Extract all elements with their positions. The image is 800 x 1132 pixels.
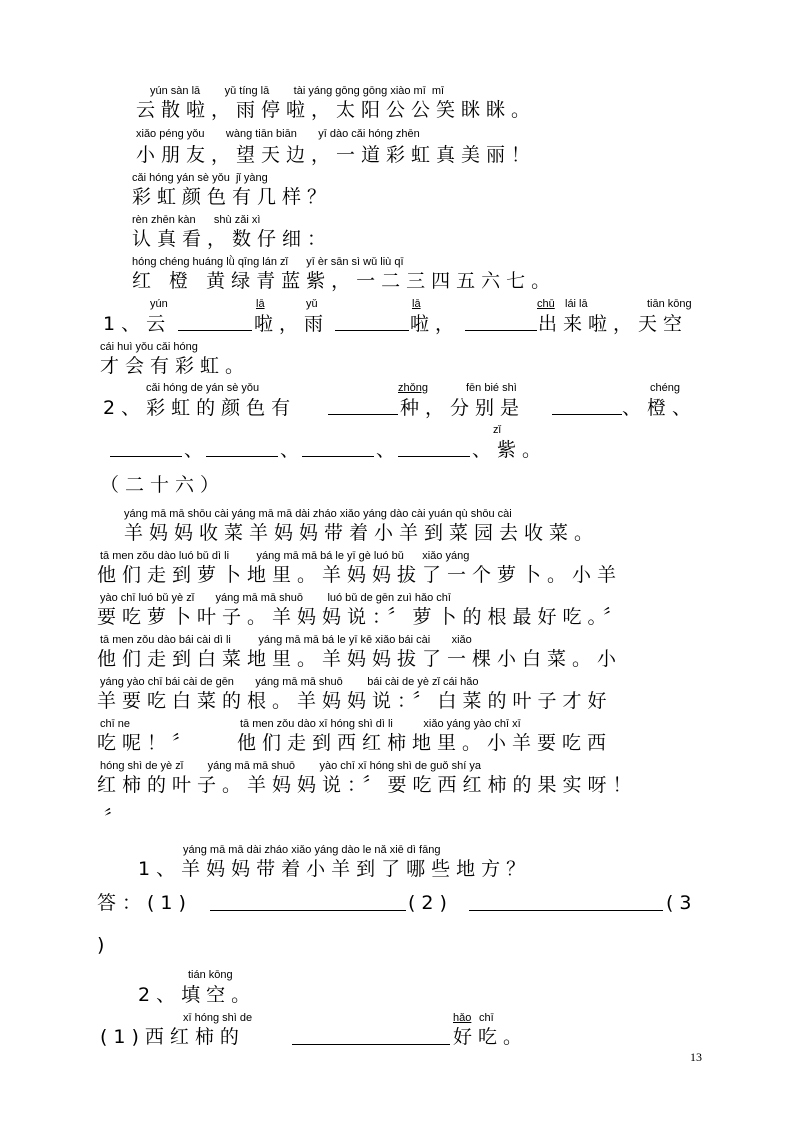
- pinyin-word: chū: [537, 298, 555, 310]
- question-text: 、: [280, 439, 306, 461]
- pinyin-line: tā men zǒu dào xī hóng shì dì li xiǎo yáng yào chī xī: [240, 718, 521, 730]
- question-text: 1、云: [103, 313, 172, 335]
- pinyin-line: rèn zhēn kàn shù zǎi xì: [132, 214, 261, 226]
- answer-blank[interactable]: [110, 456, 182, 457]
- poem-line: 红 橙 黄绿青蓝紫，一二三四五六七。: [132, 270, 557, 292]
- pinyin-line: hóng chéng huáng lǜ qīng lán zǐ yī èr sān sì wǔ liù qī: [132, 256, 404, 268]
- pinyin-line: cǎi hóng yán sè yǒu jǐ yàng: [132, 172, 268, 184]
- pinyin-word: cǎi hóng de yán sè yǒu: [146, 382, 260, 394]
- pinyin-word: chī: [479, 1012, 494, 1024]
- answer-blank[interactable]: [328, 414, 398, 415]
- answer-label: (2): [408, 892, 453, 914]
- pinyin-line: tián kōng: [188, 969, 233, 981]
- pinyin-line: tā men zǒu dào bái cài dì li yáng mā mā bá le yī kē xiǎo bái cài xiǎo: [100, 634, 472, 646]
- pinyin-word: chéng: [650, 382, 680, 394]
- question-text: 2、填空。: [138, 984, 257, 1006]
- answer-blank[interactable]: [552, 414, 622, 415]
- question-text: 、: [376, 439, 402, 461]
- pinyin-word: lái lā: [565, 298, 588, 310]
- answer-blank[interactable]: [469, 910, 663, 911]
- answer-blank[interactable]: [465, 330, 537, 331]
- pinyin-line: hóng shì de yè zǐ yáng mā mā shuō yào chī xī hóng shì de guǒ shí ya: [100, 760, 481, 772]
- story-line: 吃呢！〞: [97, 732, 198, 754]
- pinyin-line: yún sàn lā yǔ tíng lā tài yáng gōng gōng xiào mī mī: [150, 85, 445, 97]
- question-text: 1、羊妈妈带着小羊到了哪些地方？: [138, 858, 532, 880]
- question-text: 出来啦，天空: [538, 313, 689, 335]
- pinyin-word: yǔ: [306, 298, 318, 310]
- pinyin-word: fēn bié shì: [466, 382, 517, 394]
- question-text: 才会有彩虹。: [100, 355, 251, 377]
- pinyin-word: lā: [256, 298, 265, 310]
- story-line: 他们走到白菜地里。羊妈妈拔了一棵小白菜。小: [97, 648, 623, 670]
- answer-label: 答：(1): [97, 892, 192, 914]
- pinyin-line: yáng mā mā dài zháo xiǎo yáng dào le nǎ xiē dì fāng: [183, 844, 441, 856]
- poem-line: 彩虹颜色有几样？: [132, 186, 333, 208]
- question-text: 啦，: [410, 313, 461, 335]
- question-text: 好吃。: [453, 1026, 529, 1048]
- pinyin-line: cái huì yǒu cǎi hóng: [100, 341, 198, 353]
- pinyin-line: yáng mā mā shōu cài yáng mā mā dài zháo xiǎo yáng dào cài yuán qù shōu cài: [124, 508, 512, 520]
- pinyin-line: yáng yào chī bái cài de gēn yáng mā mā shuō bái cài de yè zǐ cái hǎo: [100, 676, 479, 688]
- pinyin-line: yào chī luó bǔ yè zǐ yáng mā mā shuō luó bǔ de gēn zuì hǎo chī: [100, 592, 451, 604]
- pinyin-word: zhǒng: [398, 382, 428, 394]
- answer-blank[interactable]: [178, 330, 252, 331]
- question-text: 啦，雨: [254, 313, 330, 335]
- section-title: （二十六）: [100, 474, 226, 496]
- question-text: 、紫。: [472, 439, 548, 461]
- question-text: 种，分别是: [400, 397, 526, 419]
- question-text: 、橙、: [622, 397, 698, 419]
- page-number: 13: [690, 1050, 702, 1064]
- story-line: 红柿的叶子。羊妈妈说：〞要吃西红柿的果实呀！: [97, 774, 638, 796]
- pinyin-word: tiān kōng: [647, 298, 692, 310]
- poem-line: 认真看，数仔细：: [132, 228, 333, 250]
- pinyin-word: zǐ: [493, 424, 501, 436]
- story-line: 他们走到萝卜地里。羊妈妈拔了一个萝卜。小羊: [97, 564, 623, 586]
- pinyin-word: lā: [412, 298, 421, 310]
- answer-blank[interactable]: [302, 456, 374, 457]
- story-line: 羊妈妈收菜羊妈妈带着小羊到菜园去收菜。: [124, 522, 600, 544]
- question-text: (1)西红柿的: [100, 1026, 245, 1048]
- pinyin-line: tā men zǒu dào luó bǔ dì li yáng mā mā bá le yī gè luó bǔ xiǎo yáng: [100, 550, 470, 562]
- pinyin-word: xī hóng shì de: [183, 1012, 253, 1024]
- pinyin-word: chī ne: [100, 718, 130, 730]
- poem-line: 云散啦，雨停啦，太阳公公笑眯眯。: [136, 99, 537, 121]
- story-line: 要吃萝卜叶子。羊妈妈说：〞萝卜的根最好吃。〞: [97, 606, 629, 628]
- question-text: 、: [184, 439, 210, 461]
- poem-line: 小朋友，望天边，一道彩虹真美丽！: [136, 144, 537, 166]
- story-line: 他们走到西红柿地里。小羊要吃西: [237, 732, 613, 754]
- question-text: 2、彩虹的颜色有: [103, 397, 297, 419]
- pinyin-word: yún: [150, 298, 168, 310]
- answer-blank[interactable]: [292, 1044, 450, 1045]
- story-line: 羊要吃白菜的根。羊妈妈说：〞白菜的叶子才好: [97, 690, 613, 712]
- answer-blank[interactable]: [206, 456, 278, 457]
- answer-label: ): [97, 934, 111, 956]
- answer-blank[interactable]: [210, 910, 406, 911]
- answer-blank[interactable]: [335, 330, 409, 331]
- answer-blank[interactable]: [398, 456, 470, 457]
- story-line: 〞: [104, 807, 130, 829]
- pinyin-word: hǎo: [453, 1012, 472, 1024]
- pinyin-line: xiǎo péng yǒu wàng tiān biān yī dào cǎi hóng zhēn: [136, 128, 420, 140]
- answer-label: (3: [666, 892, 698, 914]
